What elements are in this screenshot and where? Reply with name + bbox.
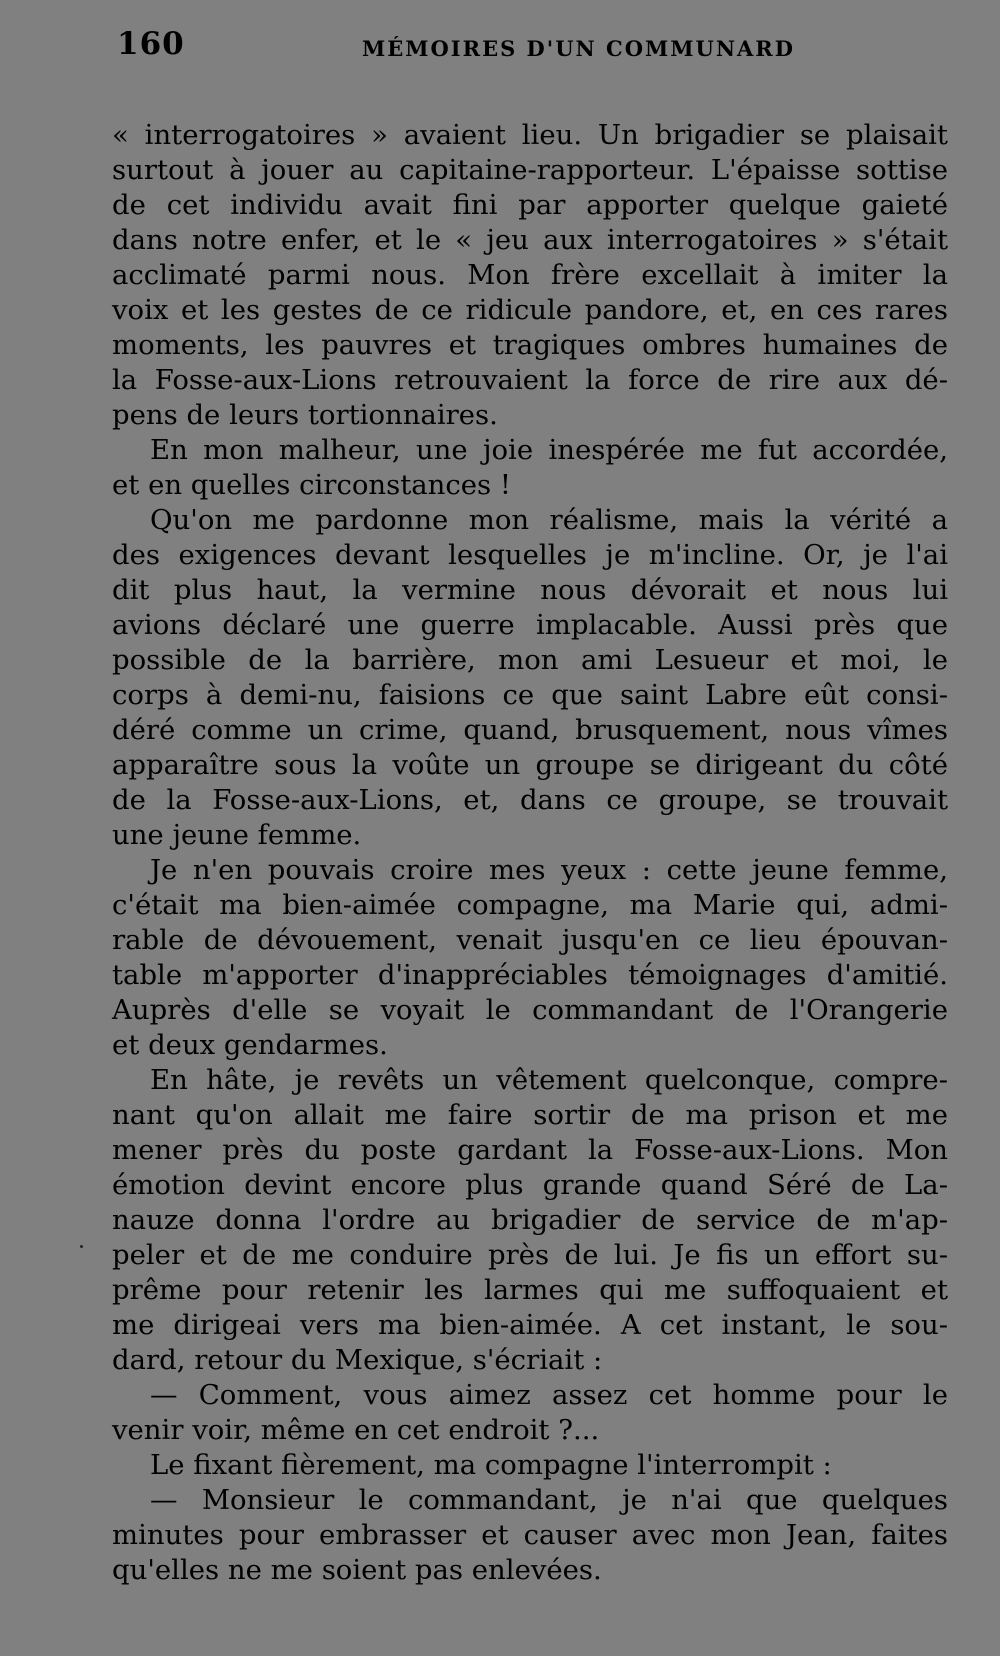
text-line: qu'elles ne me soient pas enlevées. [112, 1554, 602, 1586]
text-line: Le fixant fièrement, ma compagne l'interrompit : [150, 1449, 832, 1481]
text-line: — Monsieur le commandant, je n'ai que quelques [150, 1484, 948, 1516]
text-line: « interrogatoires » avaient lieu. Un brigadier se plaisait [112, 119, 948, 151]
text-line: dard, retour du Mexique, s'écriait : [112, 1344, 603, 1376]
text-line: apparaître sous la voûte un groupe se dirigeant du côté [112, 749, 948, 781]
margin-speck [80, 1245, 83, 1248]
text-line: voix et les gestes de ce ridicule pandore, et, en ces rares [112, 294, 948, 326]
text-line: surtout à jouer au capitaine-rapporteur. L'épaisse sottise [112, 154, 948, 186]
text-line: Qu'on me pardonne mon réalisme, mais la vérité a [150, 504, 948, 536]
running-title: MÉMOIRES D'UN COMMUNARD [362, 36, 795, 61]
text-line: prême pour retenir les larmes qui me suffoquaient et [112, 1274, 948, 1306]
text-line: Je n'en pouvais croire mes yeux : cette jeune femme, [150, 854, 948, 886]
text-line: En hâte, je revêts un vêtement quelconque, compre- [150, 1064, 948, 1096]
text-line: de la Fosse-aux-Lions, et, dans ce groupe, se trouvait [112, 784, 948, 816]
text-line: avions déclaré une guerre implacable. Aussi près que [112, 609, 948, 641]
text-line: des exigences devant lesquelles je m'incline. Or, je l'ai [112, 539, 948, 571]
text-line: de cet individu avait fini par apporter quelque gaieté [112, 189, 948, 221]
page-header [112, 26, 948, 66]
text-line: moments, les pauvres et tragiques ombres humaines de [112, 329, 948, 361]
book-page [112, 26, 948, 1588]
text-line: déré comme un crime, quand, brusquement, nous vîmes [112, 714, 948, 746]
text-line: dit plus haut, la vermine nous dévorait et nous lui [112, 574, 948, 606]
text-line: possible de la barrière, mon ami Lesueur et moi, le [112, 644, 948, 676]
text-line: acclimaté parmi nous. Mon frère excellait à imiter la [112, 259, 948, 291]
text-line: venir voir, même en cet endroit ?... [112, 1414, 600, 1446]
text-line: Auprès d'elle se voyait le commandant de l'Orangerie [112, 994, 948, 1026]
text-line: la Fosse-aux-Lions retrouvaient la force de rire aux dé- [112, 364, 948, 396]
text-line: — Comment, vous aimez assez cet homme pour le [150, 1379, 948, 1411]
text-line: En mon malheur, une joie inespérée me fut accordée, [150, 434, 948, 466]
text-line: et deux gendarmes. [112, 1029, 388, 1061]
text-line: nauze donna l'ordre au brigadier de service de m'ap- [112, 1204, 948, 1236]
body-text [112, 118, 948, 1588]
text-line: mener près du poste gardant la Fosse-aux-Lions. Mon [112, 1134, 948, 1166]
text-line: me dirigeai vers ma bien-aimée. A cet instant, le sou- [112, 1309, 948, 1341]
text-line: peler et de me conduire près de lui. Je fis un effort su- [112, 1239, 948, 1271]
page-number: 160 [117, 26, 185, 62]
text-line: rable de dévouement, venait jusqu'en ce lieu épouvan- [112, 924, 948, 956]
text-line: table m'apporter d'inappréciables témoignages d'amitié. [112, 959, 948, 991]
text-line: dans notre enfer, et le « jeu aux interrogatoires » s'était [112, 224, 948, 256]
text-line: une jeune femme. [112, 819, 362, 851]
text-line: pens de leurs tortionnaires. [112, 399, 498, 431]
text-line: et en quelles circonstances ! [112, 469, 511, 501]
text-line: minutes pour embrasser et causer avec mon Jean, faites [112, 1519, 948, 1551]
text-line: corps à demi-nu, faisions ce que saint Labre eût consi- [112, 679, 948, 711]
text-line: émotion devint encore plus grande quand Séré de La- [112, 1169, 948, 1201]
text-line: c'était ma bien-aimée compagne, ma Marie qui, admi- [112, 889, 948, 921]
text-line: nant qu'on allait me faire sortir de ma prison et me [112, 1099, 948, 1131]
